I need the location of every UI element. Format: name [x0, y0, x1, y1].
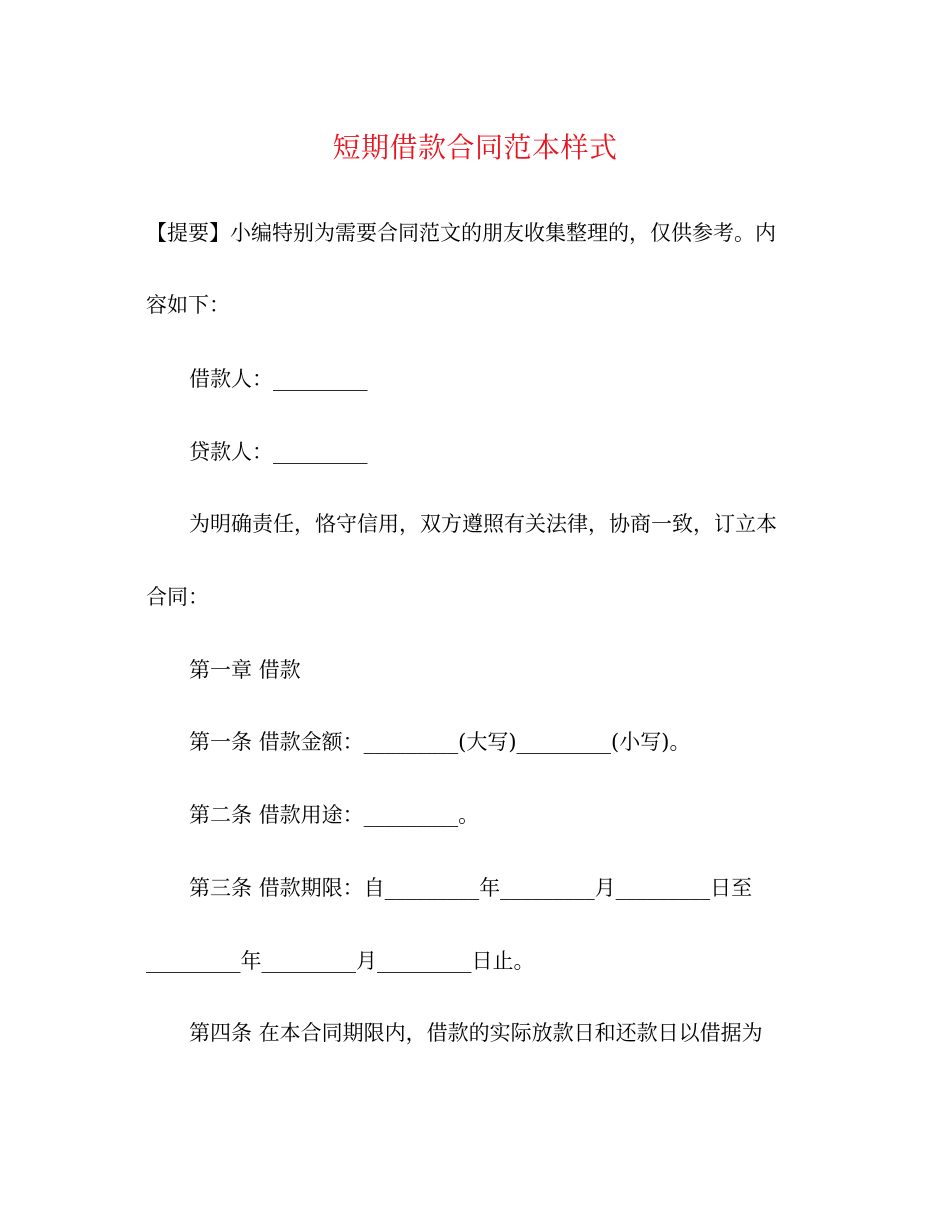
article-3-line-2: _________年_________月_________日止。 [146, 949, 535, 973]
summary-line-2: 容如下： [146, 293, 230, 317]
chapter-heading: 第一章 借款 [189, 658, 301, 682]
article-2: 第二条 借款用途：_________。 [189, 803, 480, 827]
summary-line-1: 【提要】小编特别为需要合同范文的朋友收集整理的，仅供参考。内 [146, 221, 776, 245]
article-1: 第一条 借款金额：_________(大写)_________(小写)。 [189, 730, 691, 754]
preamble-line-2: 合同： [146, 585, 209, 609]
article-3-line-1: 第三条 借款期限：自_________年_________月_________日至 [189, 876, 753, 900]
article-4-line-1: 第四条 在本合同期限内，借款的实际放款日和还款日以借据为 [189, 1021, 763, 1045]
borrower-line: 借款人：_________ [189, 367, 368, 391]
preamble-line-1: 为明确责任，恪守信用，双方遵照有关法律，协商一致，订立本 [189, 512, 777, 536]
lender-line: 贷款人：_________ [189, 440, 368, 464]
document-title: 短期借款合同范本样式 [332, 131, 618, 164]
